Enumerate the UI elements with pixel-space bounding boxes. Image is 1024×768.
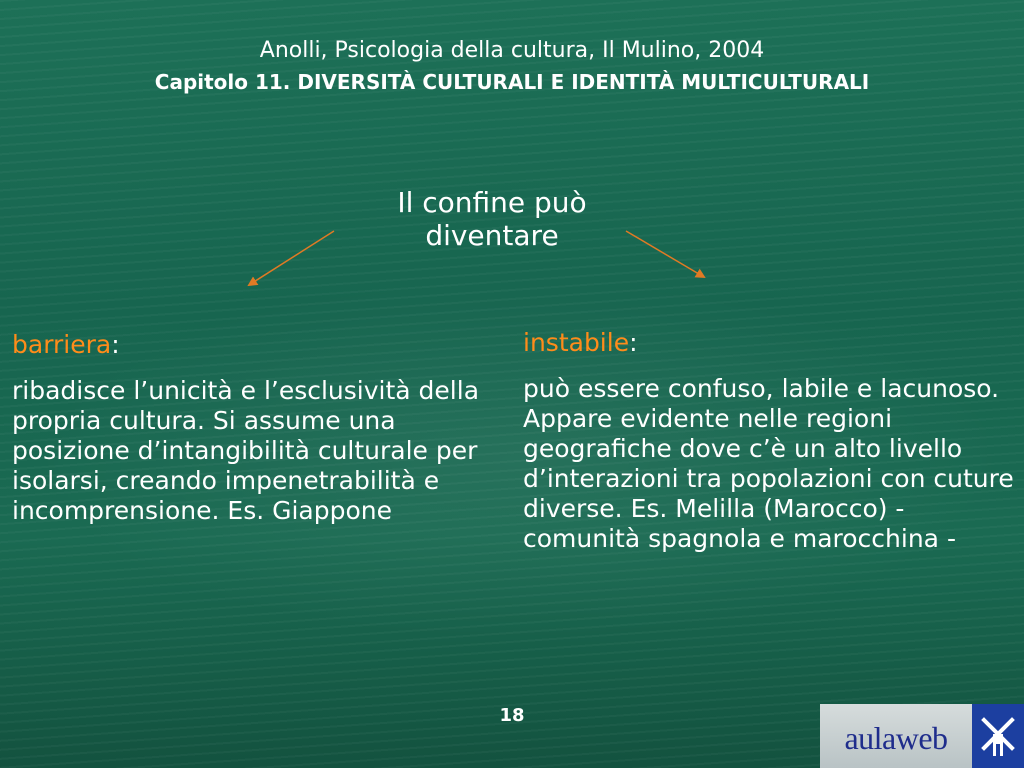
windmill-icon: [978, 714, 1018, 758]
logo-text: aulaweb: [844, 720, 948, 756]
page-number: 18: [499, 705, 525, 726]
arrow-right: [626, 231, 704, 277]
left-column: [12, 330, 502, 526]
left-body: ribadisce l’unicità e l’esclusività della propria cultura. Si assume una posizione d’intangibilità culturale per isolarsi, creando impenetrabilità e incomprensione. Es. Giappone: [12, 376, 480, 525]
center-title-line2: diventare: [425, 219, 559, 252]
right-heading: [523, 328, 1018, 358]
right-body: può essere confuso, labile e lacunoso. Appare evidente nelle regioni geografiche dove c’è un alto livello d’interazioni tra popolazioni con cuture diverse. Es. Melilla (Marocco) - comunità spagnola e marocchina -: [523, 374, 1014, 553]
center-title-line1: Il confine può: [397, 186, 587, 219]
logo-icon-box: [972, 704, 1024, 768]
keyword-barriera: barriera: [12, 330, 112, 359]
arrow-left: [249, 231, 334, 285]
header-citation: Anolli, Psicologia della cultura, Il Mulino, 2004: [259, 38, 765, 63]
right-column: [523, 328, 1018, 554]
left-heading: [12, 330, 502, 360]
aulaweb-logo[interactable]: [820, 704, 972, 768]
left-heading-colon: :: [111, 330, 120, 359]
keyword-instabile: instabile: [523, 328, 630, 357]
right-heading-colon: :: [629, 328, 638, 357]
chapter-title: Capitolo 11. DIVERSITÀ CULTURALI E IDENTITÀ MULTICULTURALI: [154, 70, 870, 94]
